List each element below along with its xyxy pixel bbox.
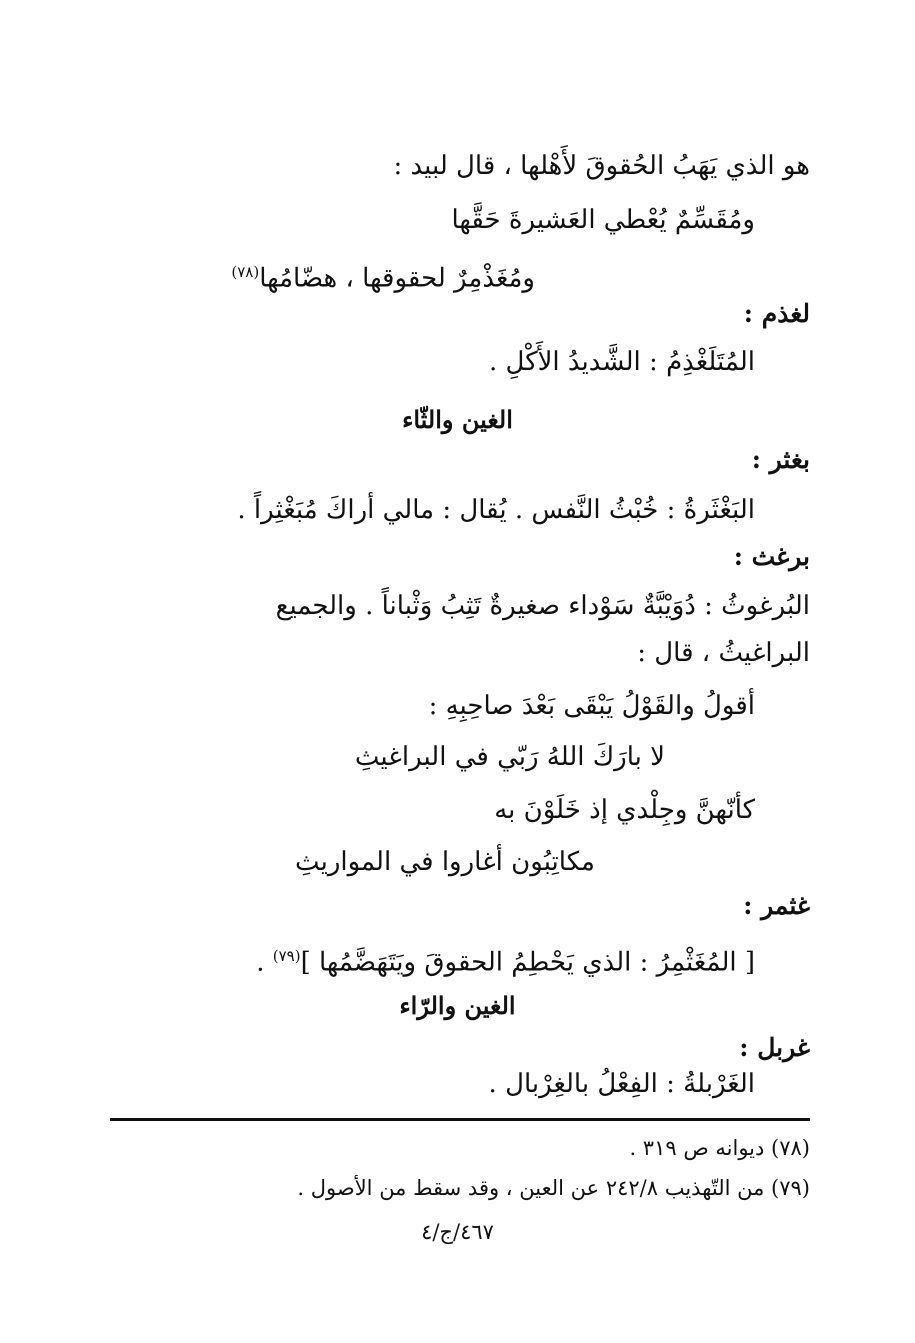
- verse-line: مكاتِبُون أغاروا في المواريثِ: [295, 847, 595, 877]
- verse-line: [231, 252, 535, 299]
- footnote-ref: (٧٨): [231, 263, 260, 281]
- entry-heading: غربل :: [739, 1033, 810, 1062]
- entry-heading: غثمر :: [743, 891, 810, 920]
- verse-line: لا بارَكَ اللهُ رَبّي في البراغيثِ: [354, 742, 665, 772]
- footnote-ref: (٧٩): [272, 947, 301, 965]
- page-number: ٤٦٧/ج/٤: [421, 1220, 494, 1244]
- bracketed-text: [ المُغَثْمِرُ : الذي يَحْطِمُ الحقوقَ ويَتَهَضَّمُها ]: [300, 947, 755, 978]
- text-line: البراغيثُ ، قال :: [637, 638, 810, 668]
- text-line: البَغْثَرةُ : خُبْثُ النَّفس . يُقال : مالي أراكَ مُبَغْثِراً .: [237, 495, 755, 525]
- entry-heading: بغثر :: [751, 445, 810, 474]
- text-line: المُتَلَغْذِمُ : الشَّديدُ الأَكْلِ .: [489, 347, 755, 377]
- verse-line: ومُقَسِّمٌ يُعْطي العَشيرةَ حَقَّها: [451, 205, 755, 235]
- section-title: الغين والثّاء: [402, 405, 513, 434]
- footnote-78: (٧٨) ديوانه ص ٣١٩ .: [629, 1136, 810, 1160]
- period: .: [256, 947, 273, 978]
- footnote-79: (٧٩) من التّهذيب ٢٤٢/٨ عن العين ، وقد سقط من الأصول .: [297, 1176, 810, 1200]
- verse-line: كأنّهنَّ وجِلْدي إذ خَلَوْنَ به: [494, 795, 755, 825]
- text-line: الغَرْبلةُ : الفِعْلُ بالغِرْبال .: [488, 1069, 755, 1099]
- footnote-divider: [110, 1118, 810, 1121]
- text-line: البُرغوثُ : دُوَيْبَّةٌ سَوْداء صغيرةٌ تَثِبُ وَثْباناً . والجميع: [275, 591, 810, 621]
- entry-heading: لغذم :: [743, 299, 810, 328]
- section-title: الغين والرّاء: [399, 991, 516, 1020]
- text-line: [256, 936, 755, 983]
- verse-line: أقولُ والقَوْلُ يَبْقَى بَعْدَ صاحِبِهِ :: [428, 691, 755, 721]
- entry-heading: برغث :: [733, 542, 810, 571]
- text-line: هو الذي يَهَبُ الحُقوقَ لأَهْلها ، قال لبيد :: [393, 151, 810, 181]
- verse-text: ومُغَذْمِرٌ لحقوقها ، هضّامُها: [259, 263, 535, 294]
